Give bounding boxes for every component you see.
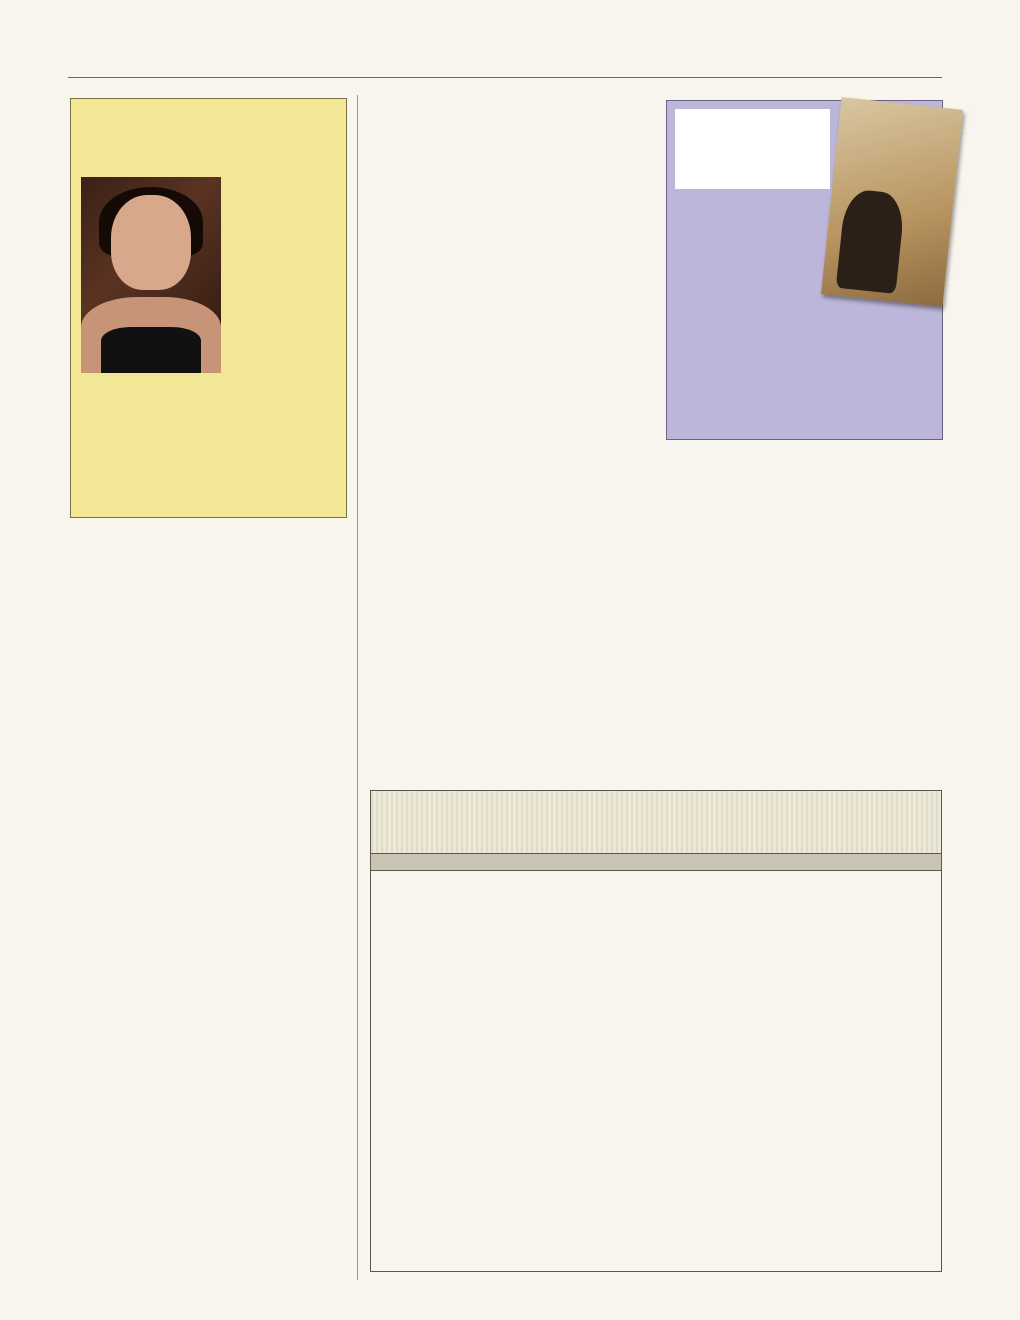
jazz-logo: [675, 109, 830, 189]
jazz-tape-photo: [836, 188, 906, 294]
mood-meter-header: [371, 853, 941, 871]
jazz-tape-subtitle: [887, 162, 947, 168]
guest-quote-bottom: [85, 351, 339, 355]
guest-shot-box: [70, 98, 347, 518]
photo-face: [111, 195, 191, 290]
mood-meter-table: [370, 790, 942, 1272]
photo-dress: [101, 327, 201, 373]
mood-meter-title-band: [371, 791, 941, 853]
jazz-box: [666, 100, 943, 440]
column-divider: [357, 95, 358, 1280]
jazz-tape-name: [851, 104, 954, 115]
jazz-tape-cover: [821, 97, 963, 307]
guest-photo: [81, 177, 221, 373]
header-rule: [68, 77, 942, 78]
